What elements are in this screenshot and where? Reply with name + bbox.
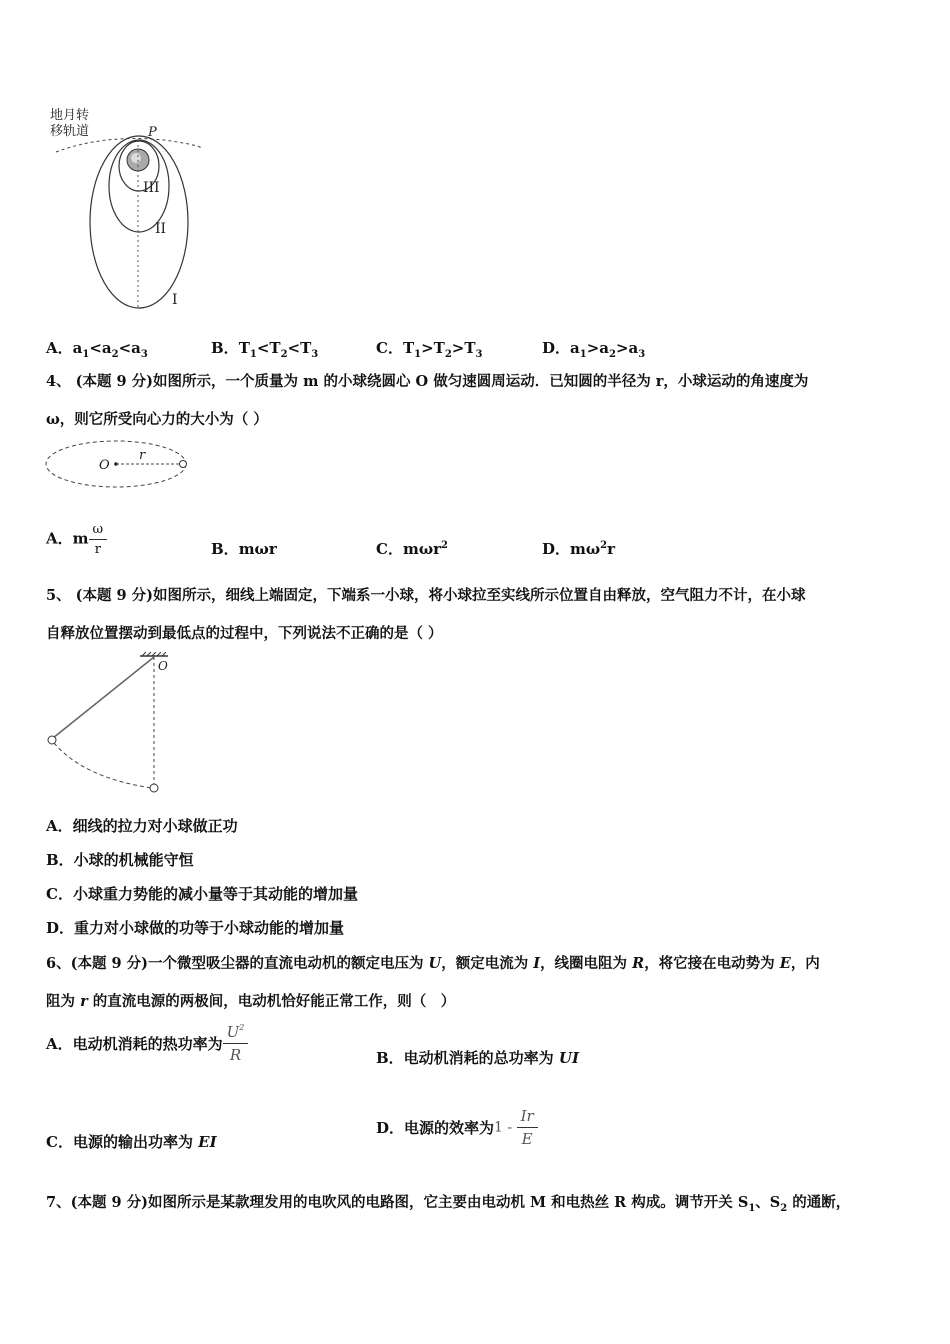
q4-option-a[interactable]: A．m $\frac{\omega}{r}$ (46, 522, 107, 557)
q6-stem-line2: 阻为 r 的直流电源的两极间，电动机恰好能正常工作，则（ ） (46, 993, 456, 1010)
pendulum-diagram (44, 652, 174, 798)
q5-option-a[interactable]: A．细线的拉力对小球做正功 (46, 817, 238, 835)
q3-option-a[interactable]: A．$a_1<a_2<a_3$ (46, 339, 148, 360)
string-solid (53, 657, 154, 738)
q4-option-b[interactable]: B．mωr (211, 540, 277, 558)
transfer-orbit-label-line2: 移轨道 (50, 124, 90, 139)
ball-release (48, 736, 56, 744)
q5-option-d[interactable]: D．重力对小球做的功等于小球动能的增加量 (46, 919, 345, 937)
q6-option-c[interactable]: C．电源的输出功率为 EI (46, 1133, 217, 1151)
pivot-o-label: O (158, 659, 168, 673)
q5-stem-line1: 5、 (本题 9 分)如图所示，细线上端固定，下端系一小球，将小球拉至实线所示位置自由释放，空气阻力不计，在小球 (46, 587, 806, 604)
center-o-label: O (99, 458, 110, 473)
swing-arc (54, 743, 152, 788)
q6-option-d[interactable]: D．电源的效率为1 - $\frac{Ir}{E}$ (376, 1107, 538, 1148)
q6-option-a[interactable]: A．电动机消耗的热功率为 $\frac{U^2}{R}$ (46, 1023, 248, 1064)
q6-option-b[interactable]: B．电动机消耗的总功率为 UI (376, 1049, 580, 1067)
q5-option-c[interactable]: C．小球重力势能的减小量等于其动能的增加量 (46, 885, 358, 903)
orbit-diagram (44, 104, 204, 316)
q4-stem-line2: ω，则它所受向心力的大小为（ ） (46, 411, 268, 428)
q4-stem-line1: 4、 (本题 9 分)如图所示，一个质量为 m 的小球绕圆心 O 做匀速圆周运动．已知圆的半径为 r，小球运动的角速度为 (46, 373, 809, 390)
orbit-i-label: I (172, 292, 178, 308)
q3-option-c[interactable]: C．$T_1>T_2>T_3$ (376, 339, 483, 360)
q3-option-b[interactable]: B．$T_1<T_2<T_3$ (211, 339, 319, 360)
point-p-label: P (148, 125, 157, 140)
ball-lowest (150, 784, 158, 792)
q5-stem-line2: 自释放位置摆动到最低点的过程中，下列说法不正确的是（ ） (46, 625, 443, 642)
q7-stem-line1: 7、(本题 9 分)如图所示是某款理发用的电吹风的电路图，它主要由电动机 M 和电热丝 R 构成。调节开关 $S_1$、$S_2$ 的通断， (46, 1194, 851, 1214)
q6-stem-line1: 6、(本题 9 分)一个微型吸尘器的直流电动机的额定电压为 U，额定电流为 I，线圈电阻为 R，将它接在电动势为 E，内 (46, 955, 820, 972)
orbit-iii-label: III (143, 180, 160, 196)
ball (180, 461, 187, 468)
transfer-orbit-curve (56, 139, 202, 153)
orbit-ii-label: II (155, 221, 167, 237)
q5-option-b[interactable]: B．小球的机械能守恒 (46, 851, 194, 869)
radius-r-label: r (139, 448, 146, 463)
transfer-orbit-label-line1: 地月转 (50, 108, 90, 123)
q4-option-d[interactable]: D．$m\omega^2r$ (542, 540, 616, 558)
q3-option-d[interactable]: D．$a_1>a_2>a_3$ (542, 339, 646, 360)
circular-motion-diagram (44, 438, 194, 494)
q4-option-c[interactable]: C．mωr$^2$ (376, 540, 448, 558)
